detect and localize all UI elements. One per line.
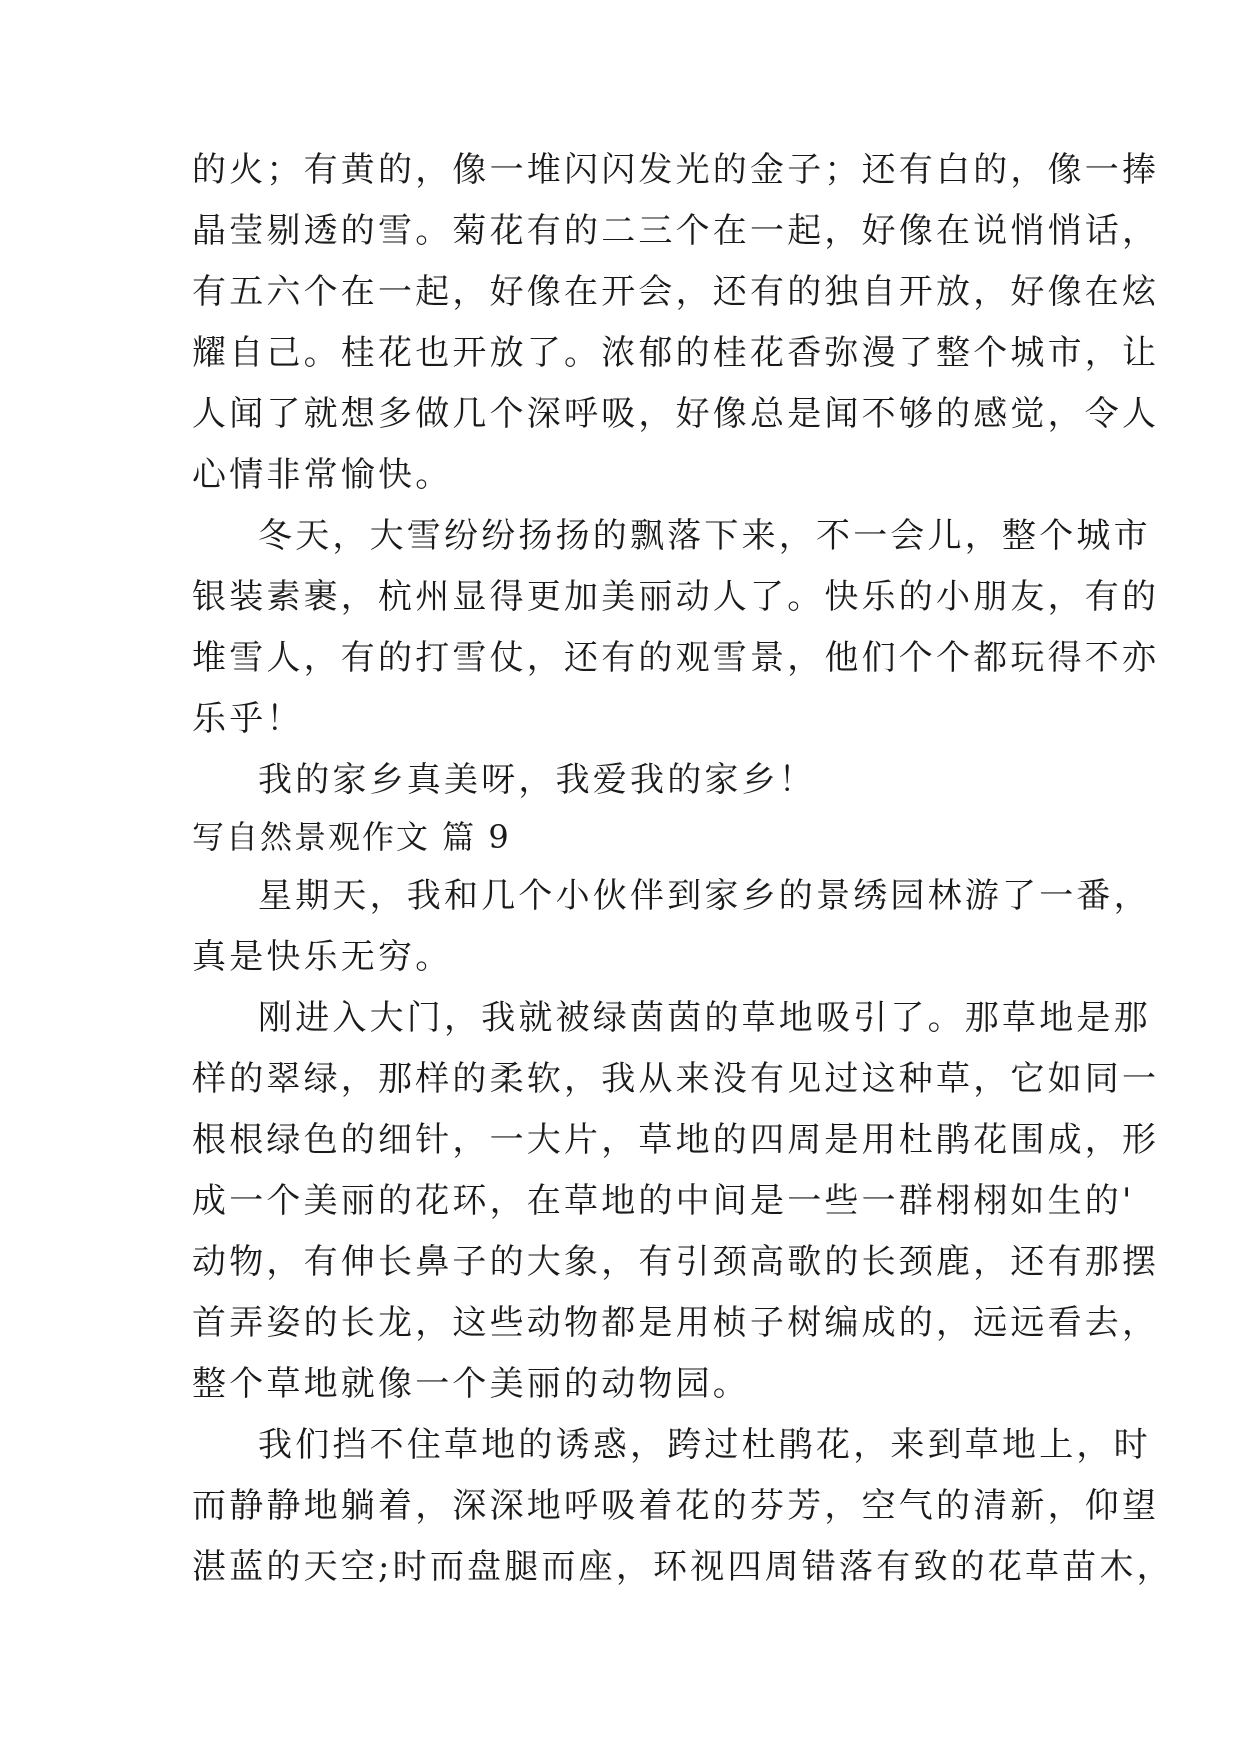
text-line: 星期天，我和几个小伙伴到家乡的景绣园林游了一番， [258,876,1151,916]
text-line: 我的家乡真美呀，我爱我的家乡！ [258,760,816,800]
text-line: 有五六个在一起，好像在开会，还有的独自开放，好像在炫 [192,272,1160,312]
text-line: 乐乎！ [192,699,304,739]
text-line: 耀自己。桂花也开放了。浓郁的桂花香弥漫了整个城市，让 [192,333,1160,373]
text-line: 整个草地就像一个美丽的动物园。 [192,1364,750,1404]
text-line: 刚进入大门，我就被绿茵茵的草地吸引了。那草地是那 [258,998,1151,1038]
text-line: 银装素裹，杭州显得更加美丽动人了。快乐的小朋友，有的 [192,577,1160,617]
text-line: 首弄姿的长龙，这些动物都是用桢子树编成的，远远看去， [192,1303,1160,1343]
text-line: 人闻了就想多做几个深呼吸，好像总是闻不够的感觉，令人 [192,394,1160,434]
text-line: 湛蓝的天空;时而盘腿而座，环视四周错落有致的花草苗木， [192,1547,1174,1587]
text-line: 晶莹剔透的雪。菊花有的二三个在一起，好像在说悄悄话， [192,211,1160,251]
section-heading: 写自然景观作文 篇 9 [192,818,511,856]
text-line: 的火；有黄的，像一堆闪闪发光的金子；还有白的，像一捧 [192,150,1160,190]
text-line: 真是快乐无穷。 [192,937,453,977]
text-line: 成一个美丽的花环，在草地的中间是一些一群栩栩如生的' [192,1181,1135,1221]
text-line: 我们挡不住草地的诱惑，跨过杜鹃花，来到草地上，时 [258,1425,1151,1465]
text-line: 堆雪人，有的打雪仗，还有的观雪景，他们个个都玩得不亦 [192,638,1160,678]
text-line: 样的翠绿，那样的柔软，我从来没有见过这种草，它如同一 [192,1059,1160,1099]
text-line: 冬天，大雪纷纷扬扬的飘落下来，不一会儿，整个城市 [258,516,1151,556]
text-line: 心情非常愉快。 [192,455,453,495]
text-line: 动物，有伸长鼻子的大象，有引颈高歌的长颈鹿，还有那摆 [192,1242,1160,1282]
text-line: 根根绿色的细针，一大片，草地的四周是用杜鹃花围成，形 [192,1120,1160,1160]
text-line: 而静静地躺着，深深地呼吸着花的芬芳，空气的清新，仰望 [192,1486,1160,1526]
